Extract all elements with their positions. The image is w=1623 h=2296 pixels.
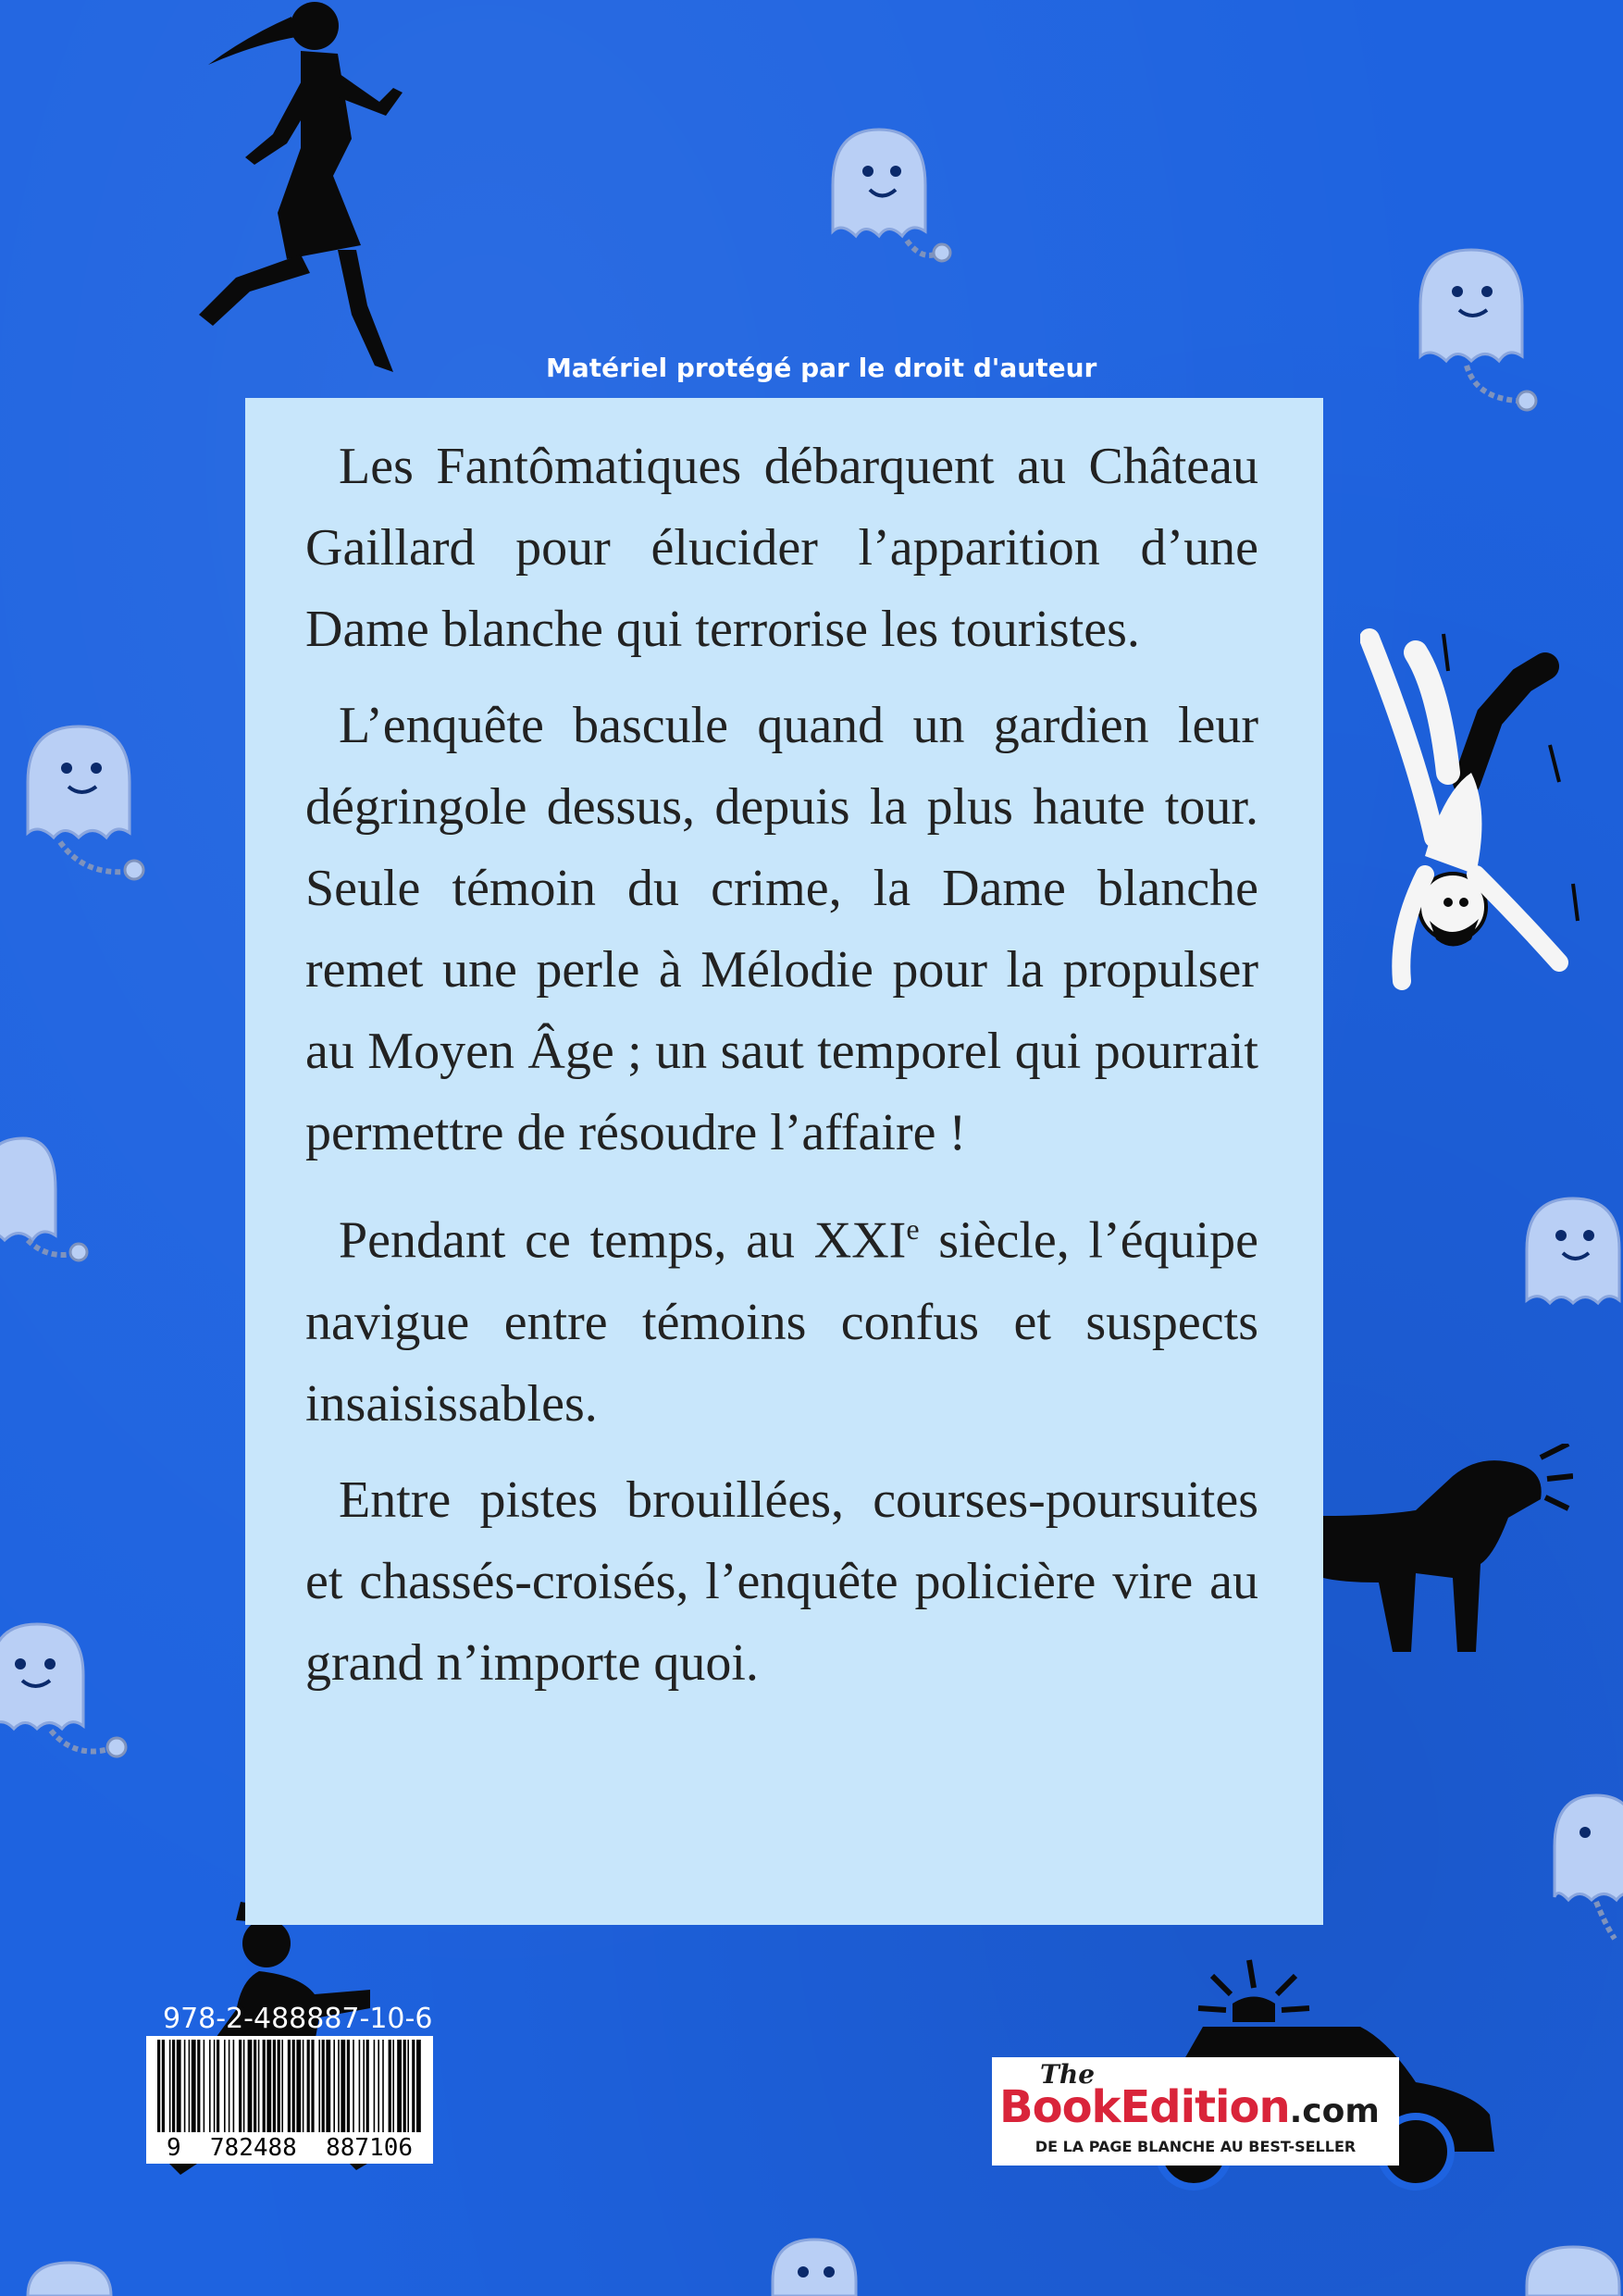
barcode-bar bbox=[248, 2040, 253, 2132]
isbn-barcode bbox=[146, 2036, 433, 2164]
ghost-icon bbox=[19, 713, 157, 888]
barcode-bars bbox=[146, 2040, 433, 2140]
publisher-logo-wordmark bbox=[999, 2079, 1380, 2140]
barcode-bar bbox=[347, 2040, 350, 2132]
barcode-bar bbox=[318, 2040, 320, 2132]
ghost-icon bbox=[1518, 2240, 1623, 2296]
barcode-bar bbox=[189, 2040, 191, 2132]
ghost-icon bbox=[1541, 1777, 1623, 1953]
century-superscript: e bbox=[906, 1212, 920, 1246]
barcode-bar bbox=[353, 2040, 354, 2132]
isbn-number: 978-2-488887-10-6 bbox=[163, 2003, 433, 2035]
publisher-logo-domain: .com bbox=[1289, 2092, 1380, 2130]
barcode-bar bbox=[169, 2040, 171, 2132]
barcode-bar bbox=[209, 2040, 211, 2132]
publisher-logo-name: BookEdition bbox=[999, 2081, 1290, 2133]
barcode-bar bbox=[239, 2040, 242, 2132]
barcode-bar bbox=[177, 2040, 181, 2132]
summary-paragraph-3-end: siècle, l’équipe navigue entre témoins confus et suspects insaisissables. bbox=[305, 1211, 1259, 1433]
ghost-icon bbox=[759, 2230, 870, 2296]
barcode-bar bbox=[403, 2040, 406, 2132]
summary-paragraph-2: L’enquête bascule quand un gardien leur dégringole dessus, depuis la plus haute tour. Seule témoin du crime, la Dame blanche remet une perle à Mélodie pour la propulser au Moyen Âge ; un saut temporel qui pourrait permettre de résoudre l’affaire ! bbox=[305, 697, 1258, 1161]
barcode-bar bbox=[359, 2040, 361, 2132]
barcode-bar bbox=[296, 2040, 301, 2132]
ghost-icon bbox=[0, 1134, 93, 1272]
summary-panel bbox=[245, 398, 1323, 1925]
barcode-bar bbox=[197, 2040, 200, 2132]
summary-paragraph-4: Entre pistes brouillées, courses-poursuites et chassés-croisés, l’enquête policière vire au grand n’importe quoi. bbox=[305, 1471, 1258, 1692]
barcode-bar bbox=[363, 2040, 365, 2132]
running-woman-silhouette bbox=[125, 0, 412, 379]
barcode-bar bbox=[292, 2040, 295, 2132]
barcode-bar bbox=[214, 2040, 216, 2132]
barcode-bar bbox=[366, 2040, 369, 2132]
barcode-bar bbox=[233, 2040, 235, 2132]
barcode-bar bbox=[266, 2040, 271, 2132]
ghost-icon bbox=[19, 2258, 120, 2296]
barcode-bar bbox=[254, 2040, 256, 2132]
barcode-bar bbox=[162, 2040, 165, 2132]
barcode-bar bbox=[392, 2040, 394, 2132]
cartwheel-figure bbox=[1360, 625, 1582, 995]
barcode-bar bbox=[378, 2040, 379, 2132]
summary-paragraph-3 bbox=[305, 1188, 1258, 1445]
barcode-bar bbox=[303, 2040, 304, 2132]
barcode-bar bbox=[217, 2040, 219, 2132]
copyright-notice: Matériel protégé par le droit d'auteur bbox=[546, 353, 1097, 383]
barcode-bar bbox=[416, 2040, 421, 2132]
barcode-bar bbox=[307, 2040, 310, 2132]
barcode-bar bbox=[192, 2040, 196, 2132]
barcode-bar bbox=[224, 2040, 226, 2132]
summary-paragraph-1: Les Fantômatiques débarquent au Château Gaillard pour élucider l’apparition d’une Dame blanche qui terrorise les touristes. bbox=[305, 438, 1258, 658]
ghost-icon bbox=[1522, 1185, 1623, 1342]
ghost-icon bbox=[0, 1610, 139, 1768]
publisher-tagline: DE LA PAGE BLANCHE AU BEST-SELLER bbox=[1035, 2138, 1357, 2155]
barcode-bar bbox=[326, 2040, 330, 2132]
ghost-icon bbox=[1411, 236, 1550, 412]
barcode-bar bbox=[389, 2040, 391, 2132]
barcode-bar bbox=[278, 2040, 280, 2132]
barcode-bar bbox=[281, 2040, 283, 2132]
barcode-digits: 9 782488 887106 bbox=[166, 2134, 414, 2162]
barcode-bar bbox=[382, 2040, 384, 2132]
barcode-bar bbox=[204, 2040, 205, 2132]
barcode-bar bbox=[172, 2040, 175, 2132]
ghost-icon bbox=[814, 120, 953, 268]
barcode-bar bbox=[412, 2040, 415, 2132]
barcode-bar bbox=[157, 2040, 160, 2132]
barcode-bar bbox=[374, 2040, 376, 2132]
barcode-bar bbox=[338, 2040, 340, 2132]
barcode-bar bbox=[333, 2040, 335, 2132]
barcode-bar bbox=[288, 2040, 291, 2132]
publisher-logo bbox=[992, 2057, 1399, 2166]
barcode-bar bbox=[263, 2040, 266, 2132]
barcode-bar bbox=[311, 2040, 314, 2132]
barcode-bar bbox=[341, 2040, 345, 2132]
barcode-bar bbox=[184, 2040, 186, 2132]
barcode-bar bbox=[322, 2040, 325, 2132]
barcode-bar bbox=[273, 2040, 276, 2132]
barcode-bar bbox=[397, 2040, 402, 2132]
barcode-bar bbox=[407, 2040, 409, 2132]
summary-paragraph-3-start: Pendant ce temps, au XXI bbox=[339, 1211, 907, 1270]
barcode-bar bbox=[229, 2040, 230, 2132]
publisher-logo-the: The bbox=[1040, 2059, 1096, 2090]
barcode-bar bbox=[243, 2040, 245, 2132]
barcode-bar bbox=[258, 2040, 260, 2132]
